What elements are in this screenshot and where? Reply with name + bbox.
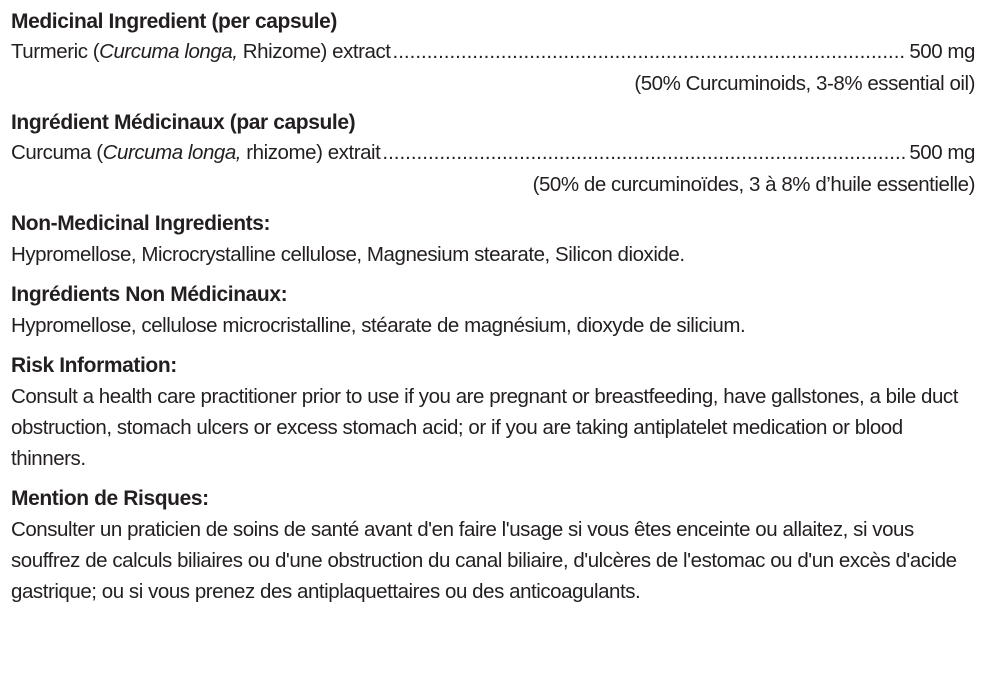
ingredient-standardization-note: (50% de curcuminoïdes, 3 à 8% d’huile essentielle) [532, 173, 975, 196]
risk-information-en-text: Consult a health care practitioner prior to use if you are pregnant or breastfeeding, have gallstones, a bile duct obstruction, stomach ulcers or excess stomach acid; or if you are taking antiplatelet medication or blood thinners. [11, 385, 958, 470]
risk-information-en-heading: Risk Information: [11, 354, 177, 377]
non-medicinal-fr-section [11, 280, 975, 341]
risk-information-fr-heading: Mention de Risques: [11, 487, 209, 510]
ingredient-name-prefix: Curcuma ( [11, 141, 103, 164]
ingredient-name [11, 37, 391, 67]
label-panel [11, 7, 975, 617]
ingredient-name-prefix: Turmeric ( [11, 40, 100, 63]
ingredient-amount: 500 mg [909, 40, 975, 63]
risk-information-fr-section [11, 484, 975, 607]
ingredient-standardization-note: (50% Curcuminoids, 3-8% essential oil) [634, 72, 975, 95]
non-medicinal-en-section [11, 209, 975, 270]
ingredient-latin-name: Curcuma longa, [99, 40, 238, 63]
ingredient-name-suffix: Rhizome) extract [237, 40, 391, 63]
non-medicinal-en-heading: Non-Medicinal Ingredients: [11, 212, 271, 235]
dot-leader [382, 138, 905, 168]
risk-information-fr-text: Consulter un praticien de soins de santé avant d'en faire l'usage si vous êtes enceinte ou allaitez, si vous souffrez de calculs biliaires ou d'une obstruction du canal biliaire, d'ulcères de l'estomac ou d'un excès d'acide gastrique; ou si vous prenez des antiplaquettaires ou des anticoagulants. [11, 518, 957, 603]
medicinal-ingredient-fr-section [11, 108, 975, 201]
medicinal-ingredient-en-section [11, 7, 975, 100]
ingredient-latin-name: Curcuma longa, [102, 141, 242, 164]
ingredient-name-suffix: rhizome) extrait [241, 141, 381, 164]
dot-leader [393, 37, 906, 67]
non-medicinal-fr-text: Hypromellose, cellulose microcristalline, stéarate de magnésium, dioxyde de silicium. [11, 314, 746, 337]
medicinal-ingredient-en-row [11, 37, 975, 67]
medicinal-ingredient-fr-row [11, 138, 975, 168]
medicinal-ingredient-fr-heading: Ingrédient Médicinaux (par capsule) [11, 111, 356, 134]
non-medicinal-fr-heading: Ingrédients Non Médicinaux: [11, 283, 288, 306]
non-medicinal-en-text: Hypromellose, Microcrystalline cellulose, Magnesium stearate, Silicon dioxide. [11, 243, 685, 266]
risk-information-en-section [11, 351, 975, 474]
ingredient-amount: 500 mg [909, 141, 975, 164]
medicinal-ingredient-en-heading: Medicinal Ingredient (per capsule) [11, 10, 337, 33]
ingredient-name [11, 138, 380, 168]
